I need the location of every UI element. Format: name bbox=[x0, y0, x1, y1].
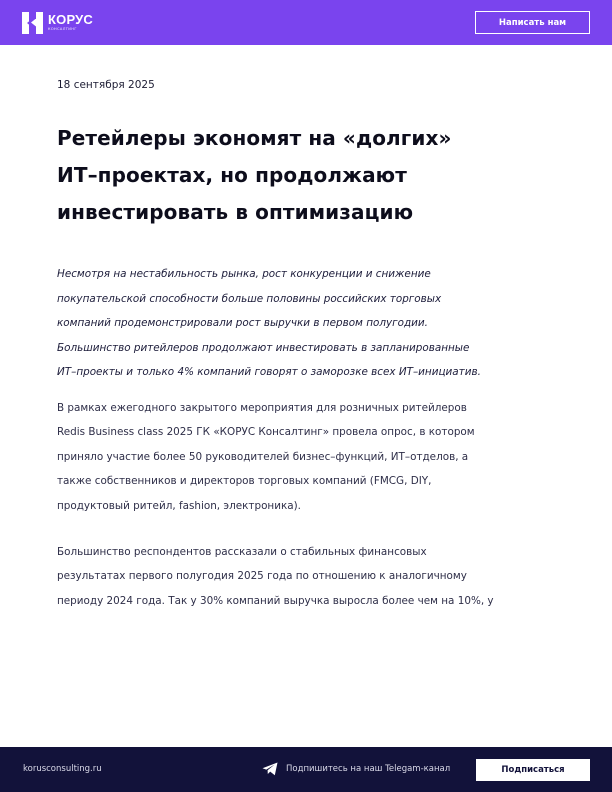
korus-logo[interactable] bbox=[22, 11, 93, 34]
subscribe-button[interactable]: Подписаться bbox=[476, 759, 590, 781]
telegram-paper-plane-icon bbox=[262, 762, 278, 776]
paragraph-line: приняло участие более 50 руководителей бизнес–функций, ИТ–отделов, а bbox=[57, 450, 469, 463]
lead-line: компаний продемонстрировали рост выручки в первом полугодии. bbox=[57, 317, 428, 330]
logo-wordmark bbox=[48, 13, 93, 32]
paragraph-line: Redis Business class 2025 ГК «КОРУС Консалтинг» провела опрос, в котором bbox=[57, 426, 475, 439]
write-to-us-button[interactable]: Написать нам bbox=[475, 11, 590, 34]
lead-line: Несмотря на нестабильность рынка, рост конкуренции и снижение bbox=[57, 268, 431, 280]
article-paragraph-1 bbox=[57, 396, 562, 518]
paragraph-line: продуктовый ритейл, fashion, электроника). bbox=[57, 499, 301, 512]
lead-line: Большинство ритейлеров продолжают инвестировать в запланированные bbox=[57, 341, 470, 354]
brand-name: КОРУС bbox=[48, 12, 94, 28]
paragraph-line: периоду 2024 года. Так у 30% компаний выручка выросла более чем на 10%, у bbox=[57, 594, 494, 607]
title-line: ИТ–проектах, но продолжают bbox=[57, 163, 407, 187]
top-header-bar bbox=[0, 0, 612, 45]
title-line: инвестировать в оптимизацию bbox=[57, 200, 414, 224]
paragraph-line: В рамках ежегодного закрытого мероприятия для розничных ритейлеров bbox=[57, 402, 467, 414]
korus-logo-icon bbox=[22, 12, 43, 34]
paragraph-line: Большинство респондентов рассказали о стабильных финансовых bbox=[57, 546, 427, 558]
lead-line: ИТ–проекты и только 4% компаний говорят о заморозке всех ИТ–инициатив. bbox=[57, 366, 481, 379]
footer-bar bbox=[0, 747, 612, 792]
paragraph-line: результатах первого полугодия 2025 года по отношению к аналогичному bbox=[57, 570, 467, 583]
telegram-subscribe-text: Подпишитесь на наш Telegam-канал bbox=[286, 764, 451, 774]
article-paragraph-2 bbox=[57, 540, 562, 613]
title-line: Ретейлеры экономят на «долгих» bbox=[57, 126, 452, 150]
site-link[interactable]: korusconsulting.ru bbox=[23, 764, 102, 774]
brand-subtitle: КОНСАЛТИНГ bbox=[48, 27, 77, 32]
article-lead bbox=[57, 262, 562, 385]
article-title bbox=[57, 120, 537, 231]
paragraph-line: также собственников и директоров торговых компаний (FMCG, DIY, bbox=[57, 475, 432, 488]
article-date: 18 сентября 2025 bbox=[57, 79, 155, 91]
lead-line: покупательской способности больше половины российских торговых bbox=[57, 292, 442, 305]
